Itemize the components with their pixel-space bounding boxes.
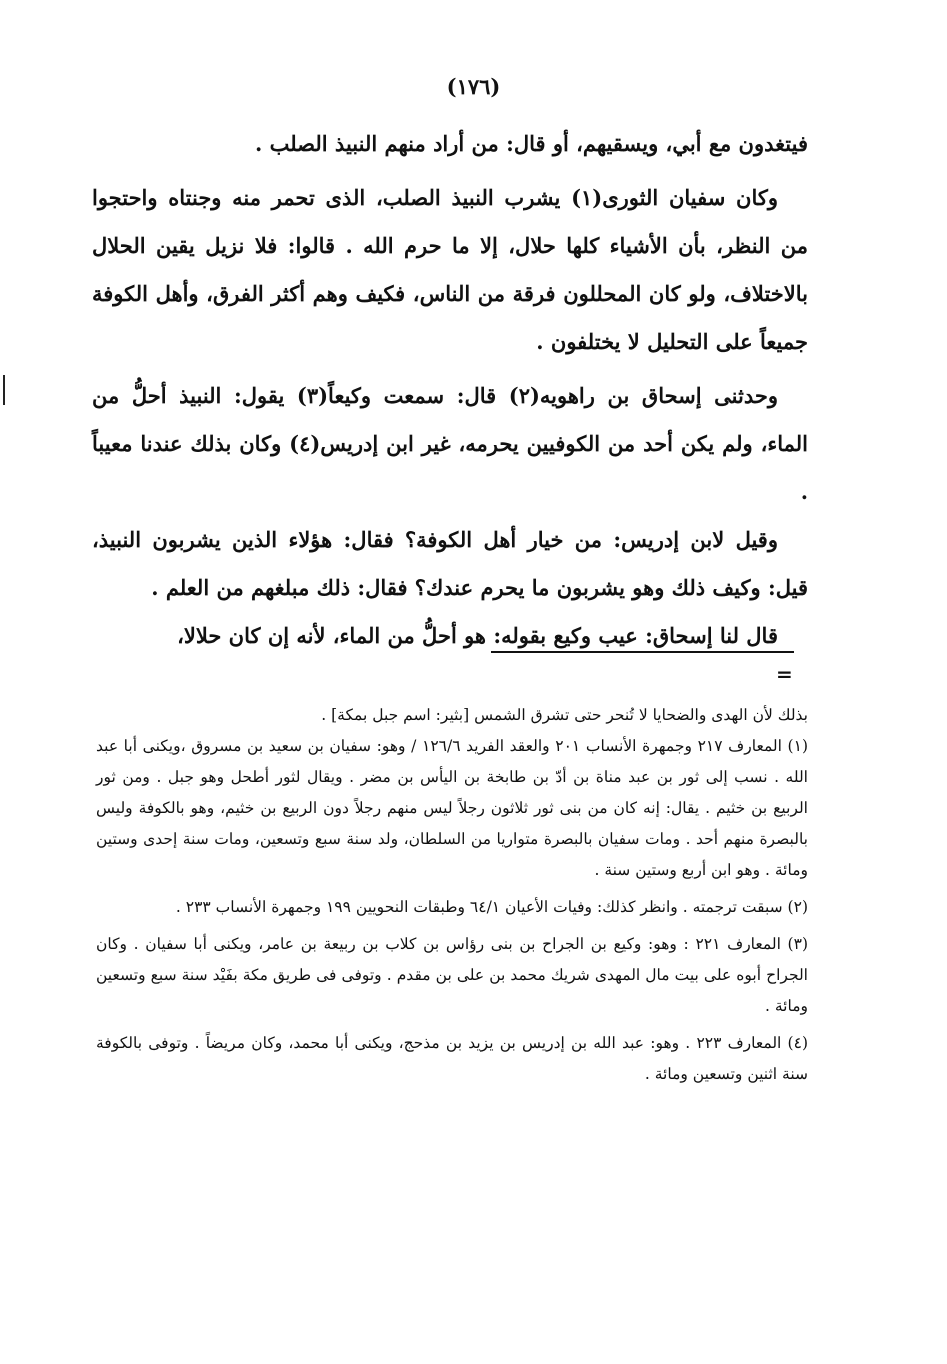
paragraph-4 (92, 516, 808, 612)
footnote-separator (491, 651, 794, 653)
paragraph-3 (92, 372, 808, 516)
paragraph-2-text: وكان سفيان الثورى(١) يشرب النبيذ الصلب، الذى تحمر منه وجنتاه واحتجوا من النظر، بأن الأشياء كلها حلال، إلا ما حرم الله . قالوا: فلا نزيل يقين الحلال بالاختلاف، ولو كان المحللون فرقة من الناس، فكيف وهم أكثر الفرق، وأهل الكوفة جميعاً على التحليل لا يختلفون . (92, 185, 808, 354)
footnote-3: (٣) المعارف ٢٢١ : وهو: وكيع بن الجراح بن بنى رؤاس بن كلاب بن ربيعة بن عامر، ويكنى أبا سفيان . وكان الجراح أبوه على بيت مال المهدى شريك محمد بن على بن مقدم . وتوفى فى طريق مكة بفَيْد سنة سبع وتسعين ومائة . (96, 935, 808, 1015)
scan-edge-mark (3, 375, 5, 405)
paragraph-1: فيتغدون مع أبي، ويسقيهم، أو قال: من أراد منهم النبيذ الصلب . (254, 131, 808, 156)
footnote-1: (١) المعارف ٢١٧ وجمهرة الأنساب ٢٠١ والعقد الفريد ١٢٦/٦ / وهو: سفيان بن سعيد بن مسروق ،ويكنى أبا عبد الله . نسب إلى ثور بن عبد مناة بن أدّ بن طابخة بن اليأس بن مضر . ويقال لثور أطحل وهو جبل . ومن ثور الربيع بن خثيم . يقال: إنه كان من بنى ثور ثلاثون رجلاً ليس منهم رجلاً دون الربيع بن خثيم، وهو بالكوفة وليس بالبصرة منهم أحد . ومات سفيان بالبصرة متواريا من السلطان، ولد سنة سبع وتسعين، ومات سنة إحدى وستين ومائة . وهو ابن أربع وستين سنة . (96, 737, 808, 879)
footnotes (96, 700, 808, 1090)
continuation-mark: = (776, 662, 793, 686)
footnote-continuation: بذلك لأن الهدى والضحايا لا تُنحر حتى تشرق الشمس [بثير: اسم جبل بمكة] . (321, 706, 808, 724)
main-text (92, 120, 808, 660)
paragraph-4-text: وقيل لابن إدريس: من خيار أهل الكوفة؟ فقال: هؤلاء الذين يشربون النبيذ، قيل: وكيف ذلك وهو يشربون ما يحرم عندك؟ فقال: ذلك مبلغهم من العلم . (92, 527, 808, 600)
paragraph-3-text: وحدثنى إسحاق بن راهويه(٢) قال: سمعت وكيعاً(٣) يقول: النبيذ أحلُّ من الماء، ولم يكن أحد من الكوفيين يحرمه، غير ابن إدريس(٤) وكان بذلك عندنا معيباً . (92, 383, 808, 504)
paragraph-5-text: قال لنا إسحاق: عيب وكيع بقوله: هو أحلُّ من الماء، لأنه إن كان حلالا، (177, 623, 778, 648)
page-number: (١٧٦) (446, 74, 501, 99)
footnote-2: (٢) سبقت ترجمته . وانظر كذلك: وفيات الأعيان ٦٤/١ وطبقات النحويين ١٩٩ وجمهرة الأنساب ٢٣٣ . (175, 898, 808, 916)
footnote-4: (٤) المعارف ٢٢٣ . وهو: عبد الله بن إدريس بن يزيد بن مذحج، ويكنى أبا محمد، وكان مريضاً . وتوفى بالكوفة سنة اثنين وتسعين ومائة . (96, 1034, 808, 1083)
paragraph-2 (92, 174, 808, 366)
